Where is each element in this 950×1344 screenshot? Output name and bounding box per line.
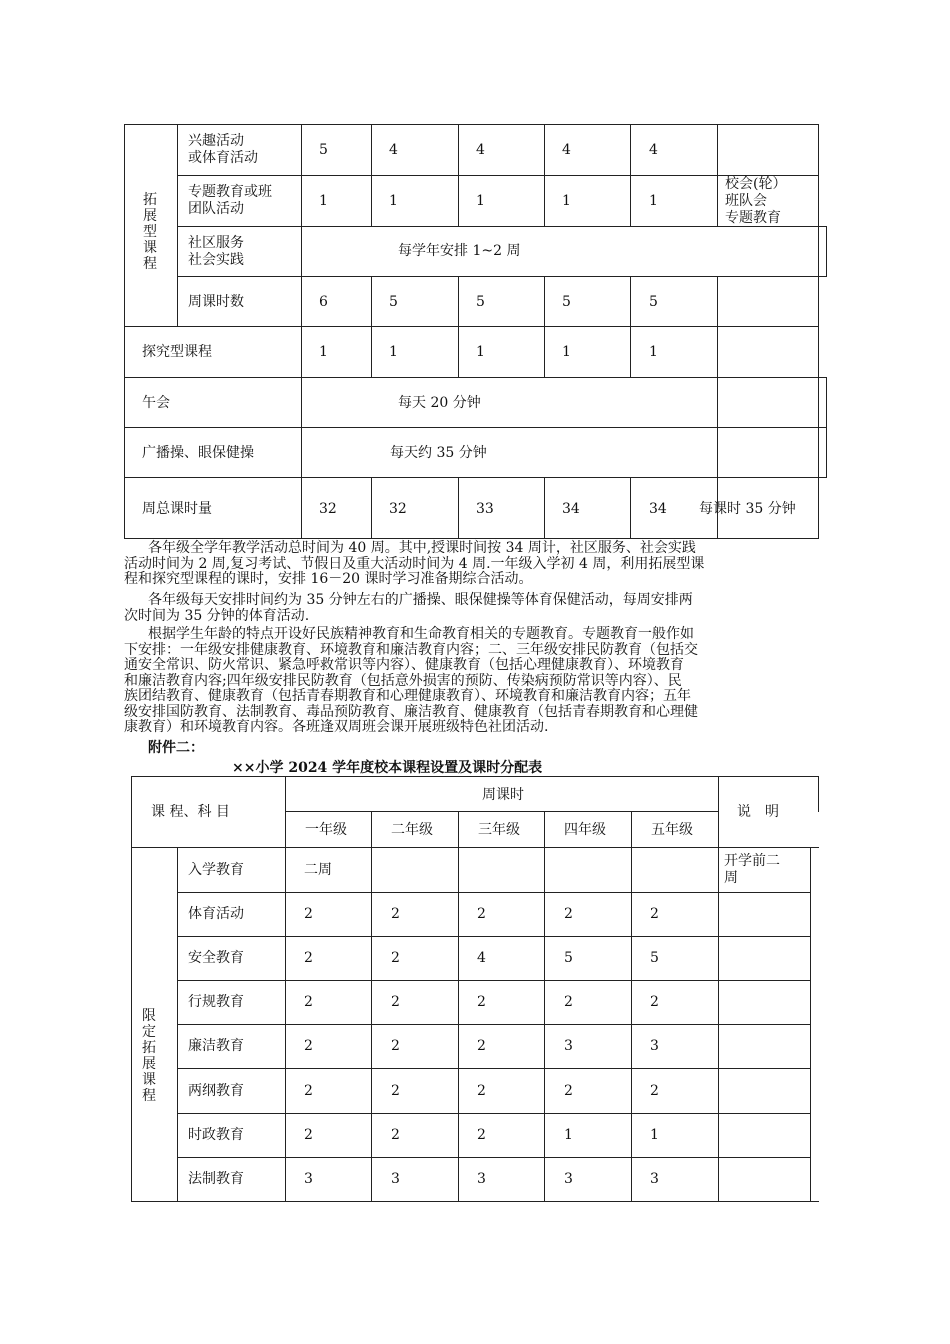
cell-value: 3 xyxy=(564,1171,573,1187)
course-name: 入学教育 xyxy=(188,862,244,878)
header-subject: 课 程、科 目 xyxy=(151,804,230,820)
cell-value: 1 xyxy=(562,193,571,209)
cell-value: 2 xyxy=(477,906,486,922)
row-label: 广播操、眼保健操 xyxy=(142,445,254,461)
cell-value: 1 xyxy=(650,1127,659,1143)
cell-value: 二周 xyxy=(304,862,332,878)
cell-value: 4 xyxy=(649,142,658,158)
cell-value: 1 xyxy=(319,344,328,360)
cell-value: 3 xyxy=(650,1171,659,1187)
row-label: 周课时数 xyxy=(188,294,244,310)
cell-value: 1 xyxy=(389,344,398,360)
row-note: 校会(轮） xyxy=(725,176,787,192)
course-name: 廉洁教育 xyxy=(188,1038,244,1054)
cell-value: 4 xyxy=(476,142,485,158)
paragraph: 根据学生年龄的特点开设好民族精神教育和生命教育相关的专题教育。专题教育一般作如 下安排：一年级安排健康教育、环境教育和廉洁教育内容；二、三年级安排民防教育（包括交 通安全常识、防火常识、紧急呼救常识等内容）、健康教育（包括心理健康教育）、环境教育 和廉洁教育内容;四年级安排民防教育（包括意外损害的预防、传染病预防常识等内容）、民 族团结教育、健康教育（包括青春期教育和心理健康教育）、环境教育和廉洁教育内容；五年 级安排国防教育、法制教育、毒品预防教育、廉洁教育、健康教育（包括青春期教育和心理健 康教育）和环境教育内容。各班逢双周班会课开展班级特色社团活动. xyxy=(124,626,698,735)
merged-cell: 每天约 35 分钟 xyxy=(390,445,487,461)
cell-value: 2 xyxy=(477,1127,486,1143)
cell-value: 2 xyxy=(391,1127,400,1143)
cell-value: 3 xyxy=(304,1171,313,1187)
cell-value: 32 xyxy=(389,501,407,517)
row-label: 团队活动 xyxy=(188,201,244,217)
cell-value: 3 xyxy=(477,1171,486,1187)
cell-value: 5 xyxy=(650,950,659,966)
row-label: 探究型课程 xyxy=(142,344,212,360)
cell-value: 2 xyxy=(650,906,659,922)
cell-value: 3 xyxy=(564,1038,573,1054)
row-label: 兴趣活动 xyxy=(188,133,244,149)
group-label-extension: 拓展型课程 xyxy=(143,192,157,272)
cell-value: 2 xyxy=(564,1083,573,1099)
row-note: 专题教育 xyxy=(725,210,781,226)
row-note: 周 xyxy=(724,870,738,886)
course-name: 时政教育 xyxy=(188,1127,244,1143)
cell-value: 2 xyxy=(391,1038,400,1054)
cell-value: 1 xyxy=(476,193,485,209)
header-grade: 一年级 xyxy=(305,822,347,838)
cell-value: 2 xyxy=(391,994,400,1010)
cell-value: 2 xyxy=(391,1083,400,1099)
cell-value: 5 xyxy=(649,294,658,310)
row-label: 周总课时量 xyxy=(142,501,212,517)
cell-value: 3 xyxy=(391,1171,400,1187)
cell-value: 32 xyxy=(319,501,337,517)
attachment-label: 附件二： xyxy=(148,740,204,756)
cell-value: 2 xyxy=(477,1083,486,1099)
cell-value: 4 xyxy=(477,950,486,966)
course-name: 两纲教育 xyxy=(188,1083,244,1099)
cell-value: 6 xyxy=(319,294,328,310)
header-grade: 二年级 xyxy=(391,822,433,838)
row-note: 班队会 xyxy=(725,193,767,209)
cell-value: 5 xyxy=(319,142,328,158)
cell-value: 2 xyxy=(564,906,573,922)
cell-value: 2 xyxy=(304,994,313,1010)
cell-value: 34 xyxy=(562,501,580,517)
row-note: 开学前二 xyxy=(724,853,780,869)
row-label: 社会实践 xyxy=(188,252,244,268)
cell-value: 1 xyxy=(562,344,571,360)
cell-value: 1 xyxy=(476,344,485,360)
cell-value: 1 xyxy=(649,344,658,360)
group-label-limited: 限定拓展课程 xyxy=(142,1008,156,1104)
cell-value: 2 xyxy=(391,950,400,966)
cell-value: 2 xyxy=(650,994,659,1010)
row-note: 每课时 35 分钟 xyxy=(699,501,796,517)
cell-value: 33 xyxy=(476,501,494,517)
cell-value: 1 xyxy=(649,193,658,209)
paragraph: 各年级全学年教学活动总时间为 40 周。其中,授课时间按 34 周计，社区服务、社会实践 活动时间为 2 周,复习考试、节假日及重大活动时间为 4 周.一年级入学初 4 周，利用拓展型课 程和探究型课程的课时，安排 16－20 课时学习准备期综合活动。 xyxy=(124,540,705,587)
cell-value: 4 xyxy=(389,142,398,158)
cell-value: 2 xyxy=(304,950,313,966)
row-label: 专题教育或班 xyxy=(188,184,272,200)
table-title: ××小学 2024 学年度校本课程设置及课时分配表 xyxy=(232,760,543,776)
cell-value: 2 xyxy=(304,1127,313,1143)
course-name: 体育活动 xyxy=(188,906,244,922)
header-grade: 三年级 xyxy=(478,822,520,838)
cell-value: 2 xyxy=(304,1038,313,1054)
cell-value: 2 xyxy=(650,1083,659,1099)
cell-value: 1 xyxy=(319,193,328,209)
cell-value: 5 xyxy=(564,950,573,966)
cell-value: 5 xyxy=(562,294,571,310)
cell-value: 2 xyxy=(304,1083,313,1099)
header-grade: 五年级 xyxy=(651,822,693,838)
cell-value: 5 xyxy=(476,294,485,310)
cell-value: 2 xyxy=(564,994,573,1010)
row-label: 或体育活动 xyxy=(188,150,258,166)
header-note: 说 明 xyxy=(737,804,779,820)
row-label: 社区服务 xyxy=(188,235,244,251)
cell-value: 2 xyxy=(391,906,400,922)
row-label: 午会 xyxy=(142,395,170,411)
merged-cell: 每学年安排 1~2 周 xyxy=(398,243,521,259)
cell-value: 4 xyxy=(562,142,571,158)
course-name: 行规教育 xyxy=(188,994,244,1010)
cell-value: 3 xyxy=(650,1038,659,1054)
course-name: 法制教育 xyxy=(188,1171,244,1187)
cell-value: 1 xyxy=(389,193,398,209)
cell-value: 5 xyxy=(389,294,398,310)
cell-value: 2 xyxy=(477,1038,486,1054)
cell-value: 2 xyxy=(477,994,486,1010)
merged-cell: 每天 20 分钟 xyxy=(398,395,481,411)
cell-value: 34 xyxy=(649,501,667,517)
header-grade: 四年级 xyxy=(564,822,606,838)
course-name: 安全教育 xyxy=(188,950,244,966)
paragraph: 各年级每天安排时间约为 35 分钟左右的广播操、眼保健操等体育保健活动，每周安排两 次时间为 35 分钟的体育活动. xyxy=(124,592,693,624)
header-weekly-hours: 周课时 xyxy=(482,787,524,803)
cell-value: 2 xyxy=(304,906,313,922)
cell-value: 1 xyxy=(564,1127,573,1143)
